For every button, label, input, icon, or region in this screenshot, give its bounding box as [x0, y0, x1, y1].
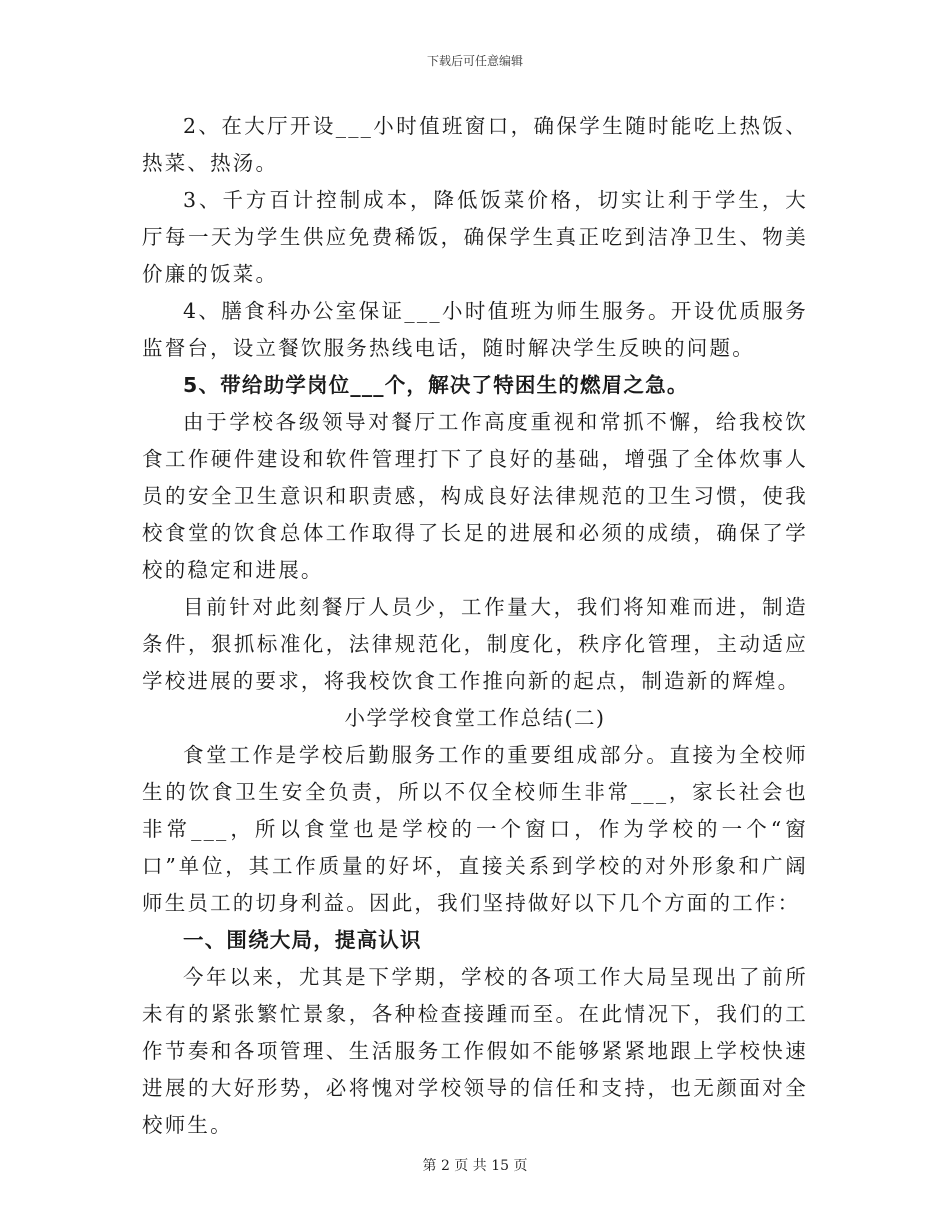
section-heading: 一、围绕大局，提高认识: [183, 928, 422, 952]
list-item-2: 2、在大厅开设___小时值班窗口，确保学生随时能吃上热饭、热菜、热汤。: [142, 114, 808, 175]
body-paragraph: 目前针对此刻餐厅人员少，工作量大，我们将知难而进，制造条件，狠抓标准化，法律规范化，制度化，秩序化管理，主动适应学校进展的要求，将我校饮食工作推向新的起点，制造新的辉煌。: [142, 595, 808, 693]
body-paragraph: 由于学校各级领导对餐厅工作高度重视和常抓不懈，给我校饮食工作硬件建设和软件管理打下了良好的基础，增强了全体炊事人员的安全卫生意识和职责感，构成良好法律规范的卫生习惯，使我校食堂的饮食总体工作取得了长足的进展和必须的成绩，确保了学校的稳定和进展。: [142, 410, 808, 582]
section-title: 小学学校食堂工作总结(二): [344, 706, 606, 730]
list-item-5-bold: 5、带给助学岗位___个，解决了特困生的燃眉之急。: [183, 373, 689, 397]
body-paragraph: 今年以来，尤其是下学期，学校的各项工作大局呈现出了前所未有的紧张繁忙景象，各种检查接踵而至。在此情况下，我们的工作节奏和各项管理、生活服务工作假如不能够紧紧地跟上学校快速进展的大好形势，必将愧对学校领导的信任和支持，也无颜面对全校师生。: [142, 965, 808, 1137]
document-body: [142, 108, 808, 1144]
body-paragraph: 食堂工作是学校后勤服务工作的重要组成部分。直接为全校师生的饮食卫生安全负责，所以不仅全校师生非常___，家长社会也非常___，所以食堂也是学校的一个窗口，作为学校的一个“窗口”单位，其工作质量的好坏，直接关系到学校的对外形象和广阔师生员工的切身利益。因此，我们坚持做好以下几个方面的工作：: [142, 743, 808, 915]
page-header: 下载后可任意编辑: [426, 54, 523, 68]
page-footer: 第 2 页 共 15 页: [422, 1158, 528, 1174]
list-item-3: 3、千方百计控制成本，降低饭菜价格，切实让利于学生，大厅每一天为学生供应免费稀饭，确保学生真正吃到洁净卫生、物美价廉的饭菜。: [142, 188, 808, 286]
list-item-4: 4、膳食科办公室保证___小时值班为师生服务。开设优质服务监督台，设立餐饮服务热线电话，随时解决学生反映的问题。: [142, 299, 808, 360]
